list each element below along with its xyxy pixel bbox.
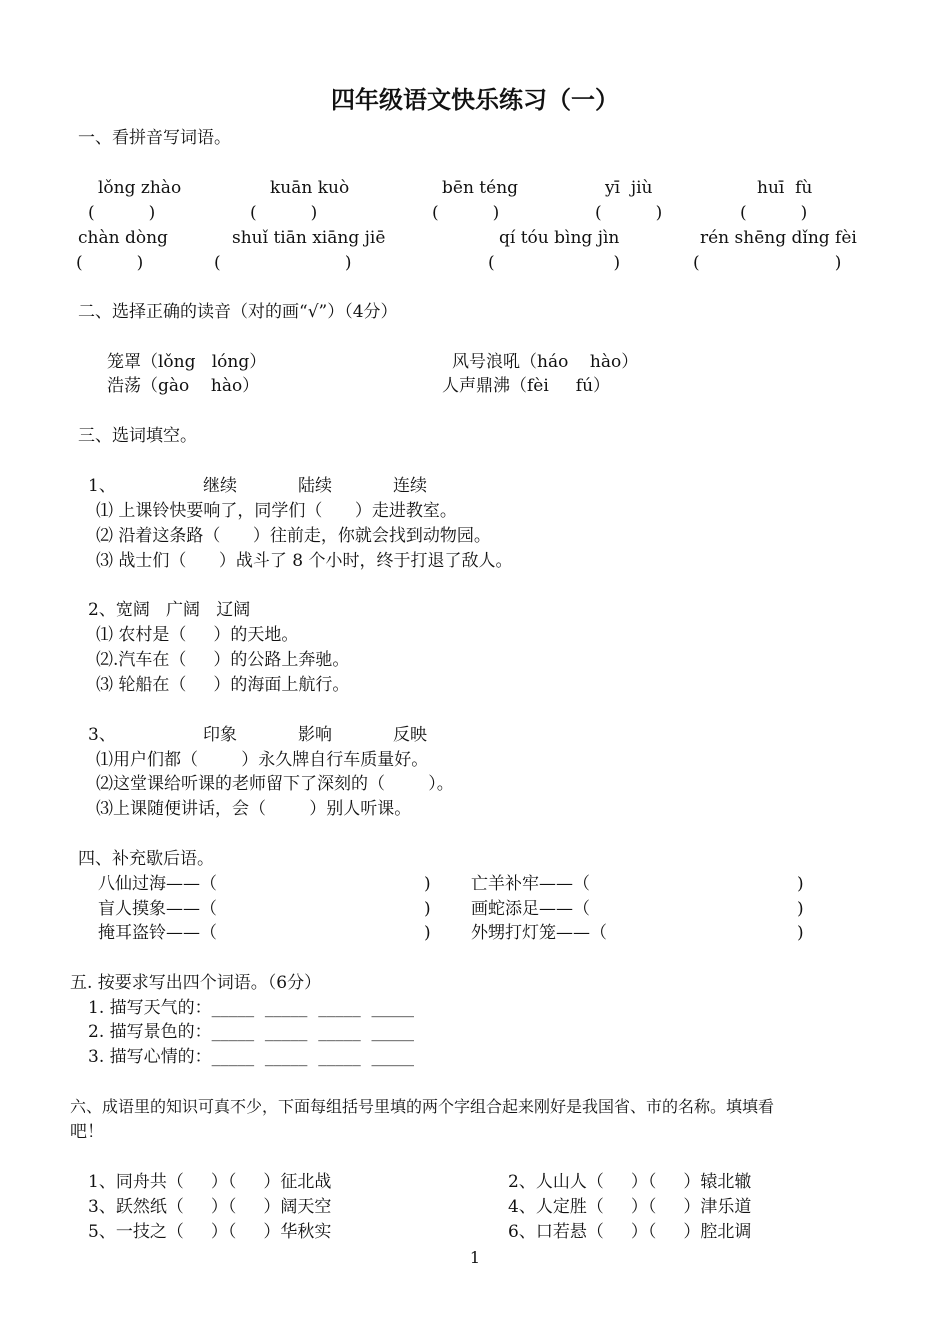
fill-sentence[interactable]: ⑵.汽车在（ ）的公路上奔驰。 [96, 650, 350, 670]
word-option: 继续 [203, 476, 237, 496]
pinyin-item: kuān kuò [270, 178, 350, 198]
answer-blank[interactable]: ( ) [214, 253, 352, 273]
word-option: 陆续 [298, 476, 332, 496]
word-option: 反映 [393, 725, 427, 745]
section-3-heading: 三、选词填空。 [78, 426, 197, 446]
pinyin-item: lǒng zhào [98, 178, 182, 198]
section-6-heading: 六、成语里的知识可真不少，下面每组括号里填的两个字组合起来刚好是我国省、市的名称。填填看 [70, 1097, 775, 1116]
word-option: 印象 [203, 725, 237, 745]
close-paren: ) [424, 899, 431, 919]
section-1-heading: 一、看拼音写词语。 [78, 128, 231, 148]
pinyin-item: yī jiù [605, 178, 653, 198]
pinyin-item: rén shēng dǐng fèi [700, 228, 857, 248]
word-writing-line[interactable]: 3. 描写心情的：_____ _____ _____ _____ [88, 1047, 415, 1067]
fill-sentence[interactable]: ⑴用户们都（ ）永久牌自行车质量好。 [96, 750, 429, 770]
answer-blank[interactable]: ( ) [88, 203, 156, 223]
pinyin-item: bēn téng [442, 178, 519, 198]
close-paren: ) [797, 899, 804, 919]
idiom-prompt[interactable]: 外甥打灯笼——（ [471, 923, 607, 943]
pinyin-item: huī fù [757, 178, 813, 198]
group-number: 1、 [88, 476, 116, 496]
close-paren: ) [424, 923, 431, 943]
section-6-heading-cont: 吧！ [70, 1122, 104, 1142]
idiom-fill[interactable]: 6、口若悬（ ）（ ）腔北调 [508, 1222, 752, 1242]
page-title: 四年级语文快乐练习（一） [331, 85, 619, 114]
fill-sentence[interactable]: ⑵这堂课给听课的老师留下了深刻的（ ）。 [96, 774, 454, 794]
answer-blank[interactable]: ( ) [432, 203, 500, 223]
section-2-heading: 二、选择正确的读音（对的画“√”）（4分） [78, 302, 398, 322]
idiom-prompt[interactable]: 盲人摸象——（ [98, 899, 217, 919]
section-4-heading: 四、补充歇后语。 [78, 849, 214, 869]
pinyin-item: chàn dòng [78, 228, 168, 248]
answer-blank[interactable]: ( ) [250, 203, 318, 223]
idiom-prompt[interactable]: 画蛇添足——（ [471, 899, 590, 919]
word-option: 影响 [298, 725, 332, 745]
section-5-heading: 五. 按要求写出四个词语。（6分） [70, 973, 322, 993]
idiom-fill[interactable]: 5、一技之（ ）（ ）华秋实 [88, 1222, 332, 1242]
close-paren: ) [797, 923, 804, 943]
idiom-fill[interactable]: 4、人定胜（ ）（ ）津乐道 [508, 1197, 752, 1217]
fill-sentence[interactable]: ⑴ 农村是（ ）的天地。 [96, 625, 299, 645]
fill-sentence[interactable]: ⑶ 战士们（ ）战斗了 8 个小时，终于打退了敌人。 [96, 551, 513, 571]
fill-sentence[interactable]: ⑴ 上课铃快要响了，同学们（ ）走进教室。 [96, 501, 457, 521]
idiom-prompt[interactable]: 掩耳盗铃——（ [98, 923, 217, 943]
pinyin-item: qí tóu bìng jìn [499, 228, 620, 248]
idiom-prompt[interactable]: 亡羊补牢——（ [471, 874, 590, 894]
page-number: 1 [469, 1248, 481, 1267]
idiom-prompt[interactable]: 八仙过海——（ [98, 874, 217, 894]
answer-blank[interactable]: ( ) [488, 253, 621, 273]
reading-choice[interactable]: 笼罩（lǒng lóng） [107, 352, 267, 372]
close-paren: ) [424, 874, 431, 894]
group-header: 2、宽阔 广阔 辽阔 [88, 600, 251, 620]
group-number: 3、 [88, 725, 116, 745]
word-writing-line[interactable]: 1. 描写天气的：_____ _____ _____ _____ [88, 998, 415, 1018]
idiom-fill[interactable]: 2、人山人（ ）（ ）辕北辙 [508, 1172, 752, 1192]
fill-sentence[interactable]: ⑶ 轮船在（ ）的海面上航行。 [96, 675, 350, 695]
idiom-fill[interactable]: 3、跃然纸（ ）（ ）阔天空 [88, 1197, 332, 1217]
close-paren: ) [797, 874, 804, 894]
answer-blank[interactable]: ( ) [595, 203, 663, 223]
reading-choice[interactable]: 风号浪吼（háo hào） [452, 352, 639, 372]
answer-blank[interactable]: ( ) [693, 253, 842, 273]
idiom-fill[interactable]: 1、同舟共（ ）（ ）征北战 [88, 1172, 332, 1192]
word-writing-line[interactable]: 2. 描写景色的：_____ _____ _____ _____ [88, 1022, 415, 1042]
answer-blank[interactable]: ( ) [740, 203, 808, 223]
fill-sentence[interactable]: ⑶上课随便讲话，会（ ）别人听课。 [96, 799, 412, 819]
pinyin-item: shuǐ tiān xiāng jiē [232, 228, 386, 248]
word-option: 连续 [393, 476, 427, 496]
reading-choice[interactable]: 人声鼎沸（fèi fú） [442, 376, 611, 396]
answer-blank[interactable]: ( ) [76, 253, 144, 273]
reading-choice[interactable]: 浩荡（gào hào） [107, 376, 260, 396]
fill-sentence[interactable]: ⑵ 沿着这条路（ ）往前走，你就会找到动物园。 [96, 526, 491, 546]
